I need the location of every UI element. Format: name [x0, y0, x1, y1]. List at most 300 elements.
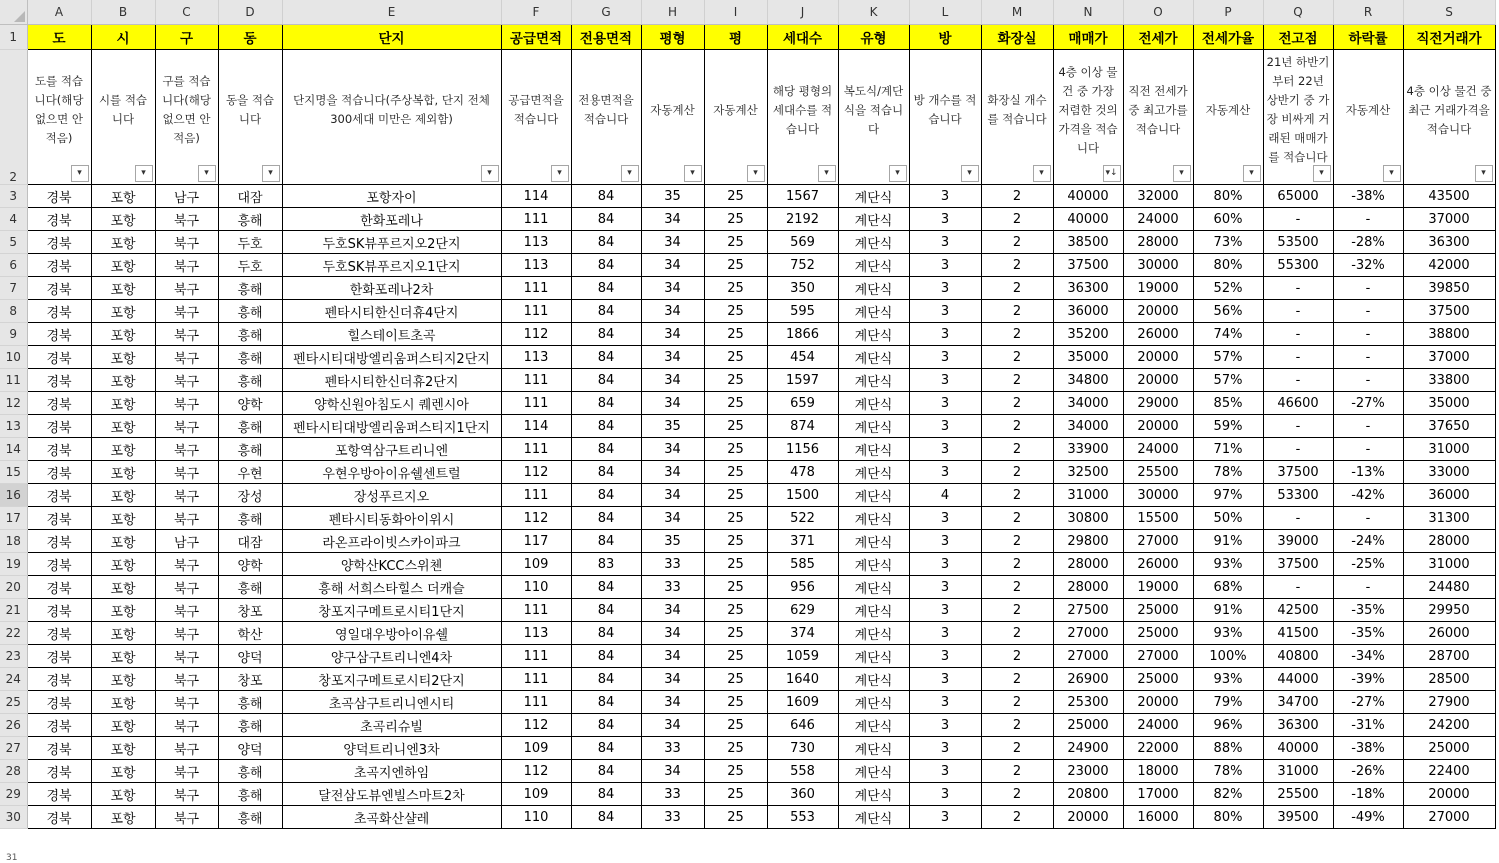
- cell-n[interactable]: 36300: [1053, 277, 1123, 300]
- cell-n[interactable]: 26900: [1053, 668, 1123, 691]
- cell-h[interactable]: 34: [641, 277, 704, 300]
- cell-l[interactable]: 3: [909, 185, 981, 208]
- cell-d[interactable]: 창포: [218, 668, 282, 691]
- cell-k[interactable]: 계단식: [838, 484, 909, 507]
- cell-l[interactable]: 3: [909, 323, 981, 346]
- cell-f[interactable]: 113: [501, 254, 571, 277]
- cell-h[interactable]: 34: [641, 254, 704, 277]
- header-cell-s[interactable]: 직전거래가: [1403, 25, 1495, 50]
- cell-l[interactable]: 3: [909, 783, 981, 806]
- cell-s[interactable]: 39850: [1403, 277, 1495, 300]
- description-cell-m[interactable]: [981, 50, 1053, 185]
- header-cell-o[interactable]: 전세가: [1123, 25, 1193, 50]
- cell-h[interactable]: 34: [641, 484, 704, 507]
- cell-i[interactable]: 25: [704, 553, 767, 576]
- filter-dropdown-icon[interactable]: ▾: [198, 165, 216, 182]
- row-header-21[interactable]: 21: [0, 599, 27, 622]
- cell-s[interactable]: 29950: [1403, 599, 1495, 622]
- cell-r[interactable]: -13%: [1333, 461, 1403, 484]
- header-cell-m[interactable]: 화장실: [981, 25, 1053, 50]
- description-cell-h[interactable]: [641, 50, 704, 185]
- cell-f[interactable]: 112: [501, 323, 571, 346]
- cell-b[interactable]: 포항: [91, 714, 155, 737]
- cell-f[interactable]: 114: [501, 185, 571, 208]
- cell-m[interactable]: 2: [981, 507, 1053, 530]
- cell-k[interactable]: 계단식: [838, 806, 909, 829]
- cell-s[interactable]: 24200: [1403, 714, 1495, 737]
- cell-q[interactable]: -: [1263, 300, 1333, 323]
- column-header-n[interactable]: N: [1053, 0, 1123, 25]
- cell-e[interactable]: 달전삼도뷰엔빌스마트2차: [282, 783, 501, 806]
- cell-g[interactable]: 84: [571, 277, 641, 300]
- cell-o[interactable]: 26000: [1123, 553, 1193, 576]
- cell-n[interactable]: 28000: [1053, 576, 1123, 599]
- cell-o[interactable]: 18000: [1123, 760, 1193, 783]
- cell-e[interactable]: 양학신원아침도시 퀘렌시아: [282, 392, 501, 415]
- cell-c[interactable]: 북구: [155, 208, 218, 231]
- cell-k[interactable]: 계단식: [838, 185, 909, 208]
- header-cell-c[interactable]: 구: [155, 25, 218, 50]
- cell-s[interactable]: 31300: [1403, 507, 1495, 530]
- cell-e[interactable]: 두호SK뷰푸르지오1단지: [282, 254, 501, 277]
- cell-f[interactable]: 112: [501, 714, 571, 737]
- cell-d[interactable]: 흥해: [218, 691, 282, 714]
- cell-a[interactable]: 경북: [27, 392, 91, 415]
- cell-p[interactable]: 91%: [1193, 530, 1263, 553]
- cell-g[interactable]: 84: [571, 415, 641, 438]
- cell-h[interactable]: 34: [641, 714, 704, 737]
- cell-f[interactable]: 111: [501, 369, 571, 392]
- cell-h[interactable]: 35: [641, 530, 704, 553]
- cell-n[interactable]: 20800: [1053, 783, 1123, 806]
- cell-l[interactable]: 3: [909, 737, 981, 760]
- select-all-corner[interactable]: [0, 0, 27, 25]
- cell-r[interactable]: -28%: [1333, 231, 1403, 254]
- cell-r[interactable]: -25%: [1333, 553, 1403, 576]
- cell-b[interactable]: 포항: [91, 806, 155, 829]
- cell-a[interactable]: 경북: [27, 484, 91, 507]
- cell-q[interactable]: 44000: [1263, 668, 1333, 691]
- cell-g[interactable]: 84: [571, 346, 641, 369]
- cell-q[interactable]: 37500: [1263, 553, 1333, 576]
- cell-k[interactable]: 계단식: [838, 622, 909, 645]
- cell-o[interactable]: 24000: [1123, 714, 1193, 737]
- header-cell-g[interactable]: 전용면적: [571, 25, 641, 50]
- cell-e[interactable]: 초곡리슈빌: [282, 714, 501, 737]
- row-header-6[interactable]: 6: [0, 254, 27, 277]
- row-header-10[interactable]: 10: [0, 346, 27, 369]
- cell-a[interactable]: 경북: [27, 415, 91, 438]
- cell-k[interactable]: 계단식: [838, 254, 909, 277]
- row-header-3[interactable]: 3: [0, 185, 27, 208]
- header-cell-l[interactable]: 방: [909, 25, 981, 50]
- cell-h[interactable]: 35: [641, 185, 704, 208]
- cell-c[interactable]: 북구: [155, 783, 218, 806]
- cell-f[interactable]: 112: [501, 507, 571, 530]
- cell-k[interactable]: 계단식: [838, 714, 909, 737]
- cell-g[interactable]: 84: [571, 300, 641, 323]
- header-cell-q[interactable]: 전고점: [1263, 25, 1333, 50]
- cell-s[interactable]: 37500: [1403, 300, 1495, 323]
- cell-k[interactable]: 계단식: [838, 392, 909, 415]
- cell-l[interactable]: 3: [909, 530, 981, 553]
- cell-i[interactable]: 25: [704, 576, 767, 599]
- cell-m[interactable]: 2: [981, 645, 1053, 668]
- cell-m[interactable]: 2: [981, 484, 1053, 507]
- cell-n[interactable]: 33900: [1053, 438, 1123, 461]
- cell-h[interactable]: 34: [641, 369, 704, 392]
- row-header-4[interactable]: 4: [0, 208, 27, 231]
- cell-c[interactable]: 북구: [155, 760, 218, 783]
- cell-n[interactable]: 34800: [1053, 369, 1123, 392]
- cell-h[interactable]: 34: [641, 208, 704, 231]
- cell-b[interactable]: 포항: [91, 323, 155, 346]
- cell-c[interactable]: 남구: [155, 530, 218, 553]
- cell-o[interactable]: 24000: [1123, 208, 1193, 231]
- cell-o[interactable]: 19000: [1123, 576, 1193, 599]
- cell-i[interactable]: 25: [704, 507, 767, 530]
- cell-a[interactable]: 경북: [27, 231, 91, 254]
- cell-f[interactable]: 111: [501, 691, 571, 714]
- description-cell-c[interactable]: [155, 50, 218, 185]
- cell-a[interactable]: 경북: [27, 599, 91, 622]
- cell-g[interactable]: 84: [571, 392, 641, 415]
- cell-d[interactable]: 흥해: [218, 507, 282, 530]
- column-header-p[interactable]: P: [1193, 0, 1263, 25]
- cell-s[interactable]: 31000: [1403, 553, 1495, 576]
- cell-m[interactable]: 2: [981, 346, 1053, 369]
- cell-e[interactable]: 펜타시티대방엘리움퍼스티지2단지: [282, 346, 501, 369]
- cell-a[interactable]: 경북: [27, 185, 91, 208]
- cell-s[interactable]: 36300: [1403, 231, 1495, 254]
- cell-g[interactable]: 84: [571, 369, 641, 392]
- cell-e[interactable]: 흥해 서희스타힐스 더캐슬: [282, 576, 501, 599]
- cell-e[interactable]: 펜타시티한신더휴4단지: [282, 300, 501, 323]
- cell-d[interactable]: 흥해: [218, 783, 282, 806]
- cell-c[interactable]: 북구: [155, 392, 218, 415]
- cell-s[interactable]: 38800: [1403, 323, 1495, 346]
- cell-p[interactable]: 74%: [1193, 323, 1263, 346]
- cell-j[interactable]: 595: [767, 300, 838, 323]
- cell-f[interactable]: 113: [501, 622, 571, 645]
- cell-r[interactable]: -: [1333, 346, 1403, 369]
- cell-e[interactable]: 초곡삼구트리니엔시티: [282, 691, 501, 714]
- cell-o[interactable]: 20000: [1123, 415, 1193, 438]
- cell-h[interactable]: 34: [641, 668, 704, 691]
- row-header-7[interactable]: 7: [0, 277, 27, 300]
- cell-k[interactable]: 계단식: [838, 760, 909, 783]
- cell-b[interactable]: 포항: [91, 507, 155, 530]
- cell-m[interactable]: 2: [981, 668, 1053, 691]
- cell-f[interactable]: 117: [501, 530, 571, 553]
- cell-c[interactable]: 북구: [155, 369, 218, 392]
- cell-m[interactable]: 2: [981, 553, 1053, 576]
- cell-c[interactable]: 북구: [155, 576, 218, 599]
- cell-r[interactable]: -27%: [1333, 691, 1403, 714]
- cell-n[interactable]: 35200: [1053, 323, 1123, 346]
- cell-i[interactable]: 25: [704, 737, 767, 760]
- cell-i[interactable]: 25: [704, 277, 767, 300]
- cell-i[interactable]: 25: [704, 415, 767, 438]
- cell-s[interactable]: 42000: [1403, 254, 1495, 277]
- cell-j[interactable]: 1567: [767, 185, 838, 208]
- description-cell-k[interactable]: [838, 50, 909, 185]
- cell-l[interactable]: 4: [909, 484, 981, 507]
- cell-e[interactable]: 포항역삼구트리니엔: [282, 438, 501, 461]
- cell-m[interactable]: 2: [981, 254, 1053, 277]
- cell-a[interactable]: 경북: [27, 507, 91, 530]
- cell-j[interactable]: 371: [767, 530, 838, 553]
- cell-n[interactable]: 27000: [1053, 622, 1123, 645]
- cell-p[interactable]: 93%: [1193, 668, 1263, 691]
- cell-o[interactable]: 29000: [1123, 392, 1193, 415]
- row-header-28[interactable]: 28: [0, 760, 27, 783]
- cell-n[interactable]: 34000: [1053, 415, 1123, 438]
- cell-k[interactable]: 계단식: [838, 231, 909, 254]
- cell-m[interactable]: 2: [981, 737, 1053, 760]
- cell-o[interactable]: 25000: [1123, 668, 1193, 691]
- column-header-s[interactable]: S: [1403, 0, 1495, 25]
- description-cell-l[interactable]: [909, 50, 981, 185]
- cell-q[interactable]: 37500: [1263, 461, 1333, 484]
- cell-p[interactable]: 91%: [1193, 599, 1263, 622]
- cell-d[interactable]: 양학: [218, 392, 282, 415]
- row-header-31[interactable]: 31: [6, 853, 18, 863]
- cell-r[interactable]: -35%: [1333, 622, 1403, 645]
- cell-f[interactable]: 112: [501, 461, 571, 484]
- cell-f[interactable]: 109: [501, 783, 571, 806]
- cell-o[interactable]: 25000: [1123, 622, 1193, 645]
- cell-a[interactable]: 경북: [27, 254, 91, 277]
- cell-l[interactable]: 3: [909, 622, 981, 645]
- cell-k[interactable]: 계단식: [838, 438, 909, 461]
- cell-c[interactable]: 북구: [155, 438, 218, 461]
- cell-i[interactable]: 25: [704, 714, 767, 737]
- cell-n[interactable]: 27000: [1053, 645, 1123, 668]
- description-cell-r[interactable]: [1333, 50, 1403, 185]
- cell-a[interactable]: 경북: [27, 714, 91, 737]
- cell-a[interactable]: 경북: [27, 530, 91, 553]
- cell-b[interactable]: 포항: [91, 691, 155, 714]
- cell-l[interactable]: 3: [909, 369, 981, 392]
- column-header-d[interactable]: D: [218, 0, 282, 25]
- cell-d[interactable]: 흥해: [218, 806, 282, 829]
- cell-e[interactable]: 펜타시티한신더휴2단지: [282, 369, 501, 392]
- cell-f[interactable]: 111: [501, 392, 571, 415]
- column-header-b[interactable]: B: [91, 0, 155, 25]
- cell-o[interactable]: 27000: [1123, 530, 1193, 553]
- cell-g[interactable]: 84: [571, 530, 641, 553]
- cell-a[interactable]: 경북: [27, 277, 91, 300]
- cell-n[interactable]: 23000: [1053, 760, 1123, 783]
- cell-s[interactable]: 35000: [1403, 392, 1495, 415]
- row-header-9[interactable]: 9: [0, 323, 27, 346]
- cell-r[interactable]: -: [1333, 438, 1403, 461]
- filter-dropdown-icon[interactable]: ▾: [684, 165, 702, 182]
- header-cell-f[interactable]: 공급면적: [501, 25, 571, 50]
- cell-s[interactable]: 20000: [1403, 783, 1495, 806]
- cell-a[interactable]: 경북: [27, 760, 91, 783]
- cell-s[interactable]: 24480: [1403, 576, 1495, 599]
- cell-h[interactable]: 34: [641, 323, 704, 346]
- cell-h[interactable]: 33: [641, 553, 704, 576]
- column-header-r[interactable]: R: [1333, 0, 1403, 25]
- cell-j[interactable]: 585: [767, 553, 838, 576]
- cell-p[interactable]: 97%: [1193, 484, 1263, 507]
- cell-d[interactable]: 학산: [218, 622, 282, 645]
- cell-p[interactable]: 78%: [1193, 461, 1263, 484]
- cell-s[interactable]: 25000: [1403, 737, 1495, 760]
- cell-p[interactable]: 68%: [1193, 576, 1263, 599]
- header-cell-b[interactable]: 시: [91, 25, 155, 50]
- cell-q[interactable]: 42500: [1263, 599, 1333, 622]
- cell-i[interactable]: 25: [704, 599, 767, 622]
- cell-o[interactable]: 25000: [1123, 599, 1193, 622]
- cell-k[interactable]: 계단식: [838, 599, 909, 622]
- cell-d[interactable]: 대잠: [218, 185, 282, 208]
- filter-dropdown-icon[interactable]: ▾: [481, 165, 499, 182]
- cell-d[interactable]: 양학: [218, 553, 282, 576]
- cell-k[interactable]: 계단식: [838, 461, 909, 484]
- cell-j[interactable]: 646: [767, 714, 838, 737]
- cell-m[interactable]: 2: [981, 461, 1053, 484]
- header-cell-i[interactable]: 평: [704, 25, 767, 50]
- cell-o[interactable]: 20000: [1123, 691, 1193, 714]
- cell-n[interactable]: 29800: [1053, 530, 1123, 553]
- cell-m[interactable]: 2: [981, 369, 1053, 392]
- cell-q[interactable]: 41500: [1263, 622, 1333, 645]
- cell-r[interactable]: -: [1333, 323, 1403, 346]
- cell-p[interactable]: 79%: [1193, 691, 1263, 714]
- cell-o[interactable]: 15500: [1123, 507, 1193, 530]
- cell-c[interactable]: 북구: [155, 323, 218, 346]
- cell-a[interactable]: 경북: [27, 576, 91, 599]
- column-header-l[interactable]: L: [909, 0, 981, 25]
- cell-m[interactable]: 2: [981, 691, 1053, 714]
- cell-h[interactable]: 34: [641, 231, 704, 254]
- cell-r[interactable]: -32%: [1333, 254, 1403, 277]
- cell-p[interactable]: 57%: [1193, 346, 1263, 369]
- cell-k[interactable]: 계단식: [838, 576, 909, 599]
- cell-j[interactable]: 1500: [767, 484, 838, 507]
- cell-j[interactable]: 478: [767, 461, 838, 484]
- cell-h[interactable]: 34: [641, 507, 704, 530]
- cell-g[interactable]: 84: [571, 323, 641, 346]
- cell-s[interactable]: 37650: [1403, 415, 1495, 438]
- cell-d[interactable]: 창포: [218, 599, 282, 622]
- column-header-f[interactable]: F: [501, 0, 571, 25]
- cell-r[interactable]: -31%: [1333, 714, 1403, 737]
- header-cell-h[interactable]: 평형: [641, 25, 704, 50]
- cell-i[interactable]: 25: [704, 392, 767, 415]
- cell-e[interactable]: 두호SK뷰푸르지오2단지: [282, 231, 501, 254]
- cell-b[interactable]: 포항: [91, 645, 155, 668]
- filter-dropdown-icon[interactable]: ▾: [262, 165, 280, 182]
- cell-d[interactable]: 장성: [218, 484, 282, 507]
- cell-a[interactable]: 경북: [27, 645, 91, 668]
- cell-j[interactable]: 522: [767, 507, 838, 530]
- cell-b[interactable]: 포항: [91, 438, 155, 461]
- header-cell-j[interactable]: 세대수: [767, 25, 838, 50]
- cell-o[interactable]: 16000: [1123, 806, 1193, 829]
- description-cell-d[interactable]: [218, 50, 282, 185]
- cell-g[interactable]: 84: [571, 783, 641, 806]
- cell-l[interactable]: 3: [909, 806, 981, 829]
- column-header-a[interactable]: A: [27, 0, 91, 25]
- cell-g[interactable]: 84: [571, 438, 641, 461]
- cell-p[interactable]: 80%: [1193, 806, 1263, 829]
- filter-dropdown-icon[interactable]: ▾: [71, 165, 89, 182]
- cell-d[interactable]: 흥해: [218, 438, 282, 461]
- filter-sort-descending-icon[interactable]: ▾↓: [1103, 165, 1121, 182]
- cell-f[interactable]: 111: [501, 599, 571, 622]
- cell-j[interactable]: 374: [767, 622, 838, 645]
- row-header-2[interactable]: 2: [0, 50, 27, 185]
- cell-k[interactable]: 계단식: [838, 300, 909, 323]
- cell-m[interactable]: 2: [981, 323, 1053, 346]
- filter-dropdown-icon[interactable]: ▾: [1313, 165, 1331, 182]
- header-cell-a[interactable]: 도: [27, 25, 91, 50]
- cell-i[interactable]: 25: [704, 760, 767, 783]
- cell-j[interactable]: 360: [767, 783, 838, 806]
- description-cell-i[interactable]: [704, 50, 767, 185]
- column-header-i[interactable]: I: [704, 0, 767, 25]
- cell-c[interactable]: 북구: [155, 714, 218, 737]
- cell-j[interactable]: 730: [767, 737, 838, 760]
- filter-dropdown-icon[interactable]: ▾: [621, 165, 639, 182]
- filter-dropdown-icon[interactable]: ▾: [135, 165, 153, 182]
- cell-l[interactable]: 3: [909, 277, 981, 300]
- cell-c[interactable]: 남구: [155, 185, 218, 208]
- row-header-8[interactable]: 8: [0, 300, 27, 323]
- cell-a[interactable]: 경북: [27, 369, 91, 392]
- cell-e[interactable]: 우현우방아이유쉘센트럴: [282, 461, 501, 484]
- cell-e[interactable]: 영일대우방아이유쉘: [282, 622, 501, 645]
- cell-i[interactable]: 25: [704, 668, 767, 691]
- cell-r[interactable]: -42%: [1333, 484, 1403, 507]
- cell-r[interactable]: -34%: [1333, 645, 1403, 668]
- cell-d[interactable]: 두호: [218, 231, 282, 254]
- cell-e[interactable]: 양덕트리니엔3차: [282, 737, 501, 760]
- cell-s[interactable]: 36000: [1403, 484, 1495, 507]
- cell-b[interactable]: 포항: [91, 346, 155, 369]
- cell-k[interactable]: 계단식: [838, 668, 909, 691]
- row-header-24[interactable]: 24: [0, 668, 27, 691]
- cell-m[interactable]: 2: [981, 392, 1053, 415]
- cell-g[interactable]: 84: [571, 254, 641, 277]
- cell-d[interactable]: 두호: [218, 254, 282, 277]
- cell-o[interactable]: 24000: [1123, 438, 1193, 461]
- cell-e[interactable]: 초곡화산샬레: [282, 806, 501, 829]
- cell-c[interactable]: 북구: [155, 553, 218, 576]
- filter-dropdown-icon[interactable]: ▾: [1243, 165, 1261, 182]
- row-header-14[interactable]: 14: [0, 438, 27, 461]
- cell-d[interactable]: 흥해: [218, 369, 282, 392]
- cell-c[interactable]: 북구: [155, 507, 218, 530]
- description-cell-n[interactable]: [1053, 50, 1123, 185]
- cell-n[interactable]: 32500: [1053, 461, 1123, 484]
- cell-p[interactable]: 73%: [1193, 231, 1263, 254]
- description-cell-s[interactable]: [1403, 50, 1495, 185]
- cell-l[interactable]: 3: [909, 415, 981, 438]
- cell-b[interactable]: 포항: [91, 599, 155, 622]
- cell-b[interactable]: 포항: [91, 254, 155, 277]
- cell-h[interactable]: 34: [641, 346, 704, 369]
- cell-s[interactable]: 28500: [1403, 668, 1495, 691]
- cell-j[interactable]: 1156: [767, 438, 838, 461]
- cell-b[interactable]: 포항: [91, 231, 155, 254]
- cell-h[interactable]: 34: [641, 438, 704, 461]
